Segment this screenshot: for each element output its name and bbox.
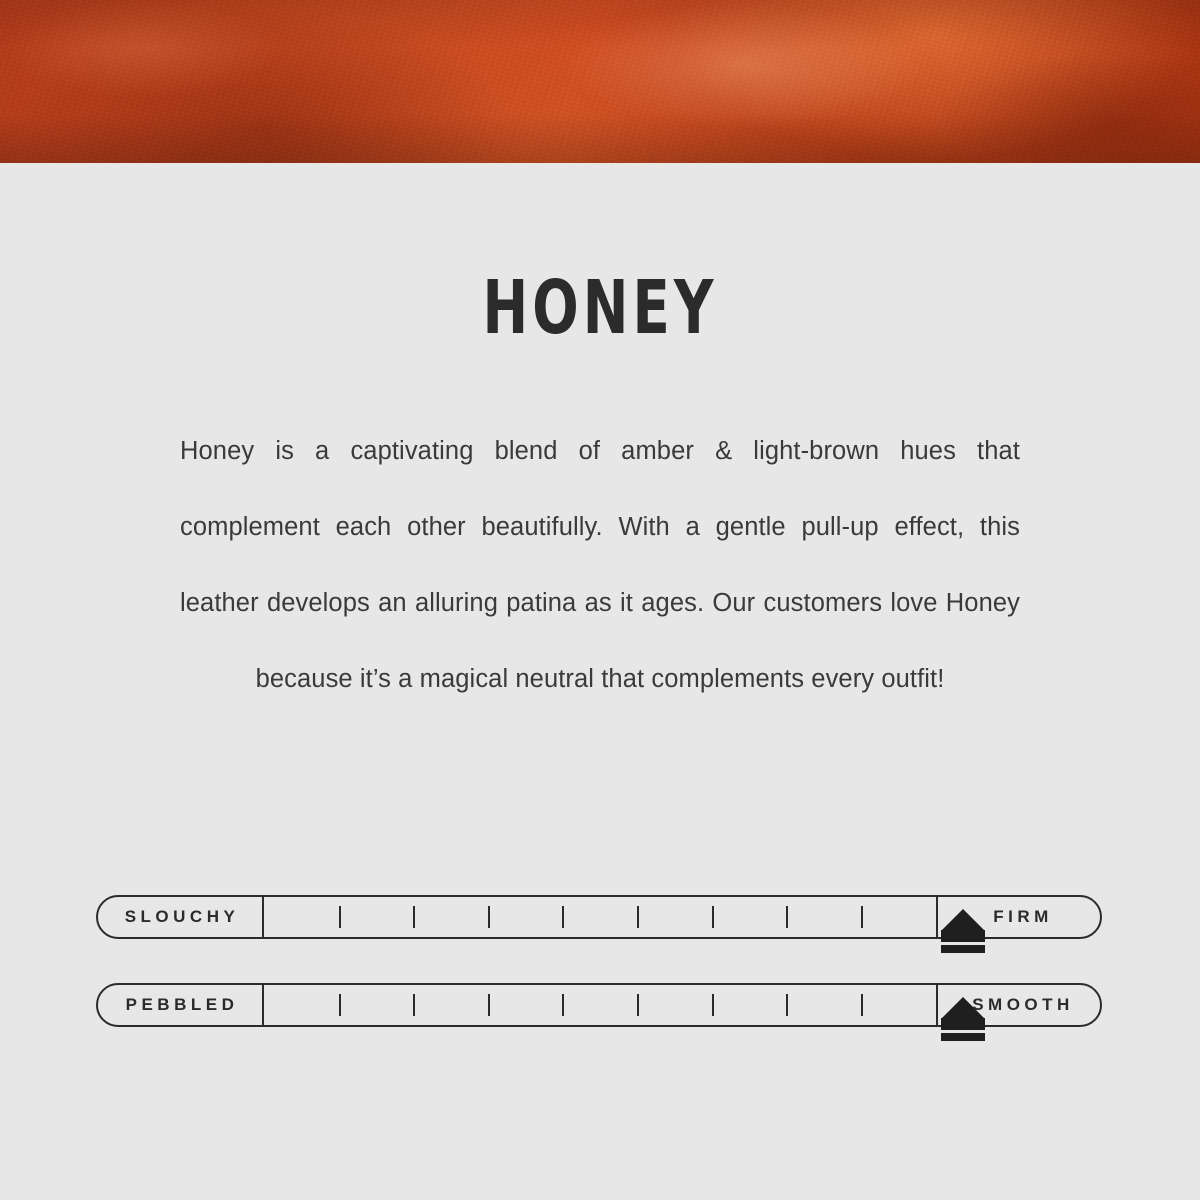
slider-thumb-arrow-icon — [941, 909, 985, 931]
slider-tick — [339, 906, 341, 928]
slider-tick — [786, 906, 788, 928]
slider-tick — [562, 994, 564, 1016]
slider-tick — [562, 906, 564, 928]
leather-edge-shading — [0, 0, 1200, 163]
slider-ticks — [264, 983, 936, 1027]
slider-tick — [488, 994, 490, 1016]
slider-thumb[interactable] — [941, 997, 985, 1043]
slider-tick — [861, 906, 863, 928]
slider-structure[interactable] — [96, 895, 1104, 941]
slider-left-label: SLOUCHY — [96, 895, 264, 939]
slider-tick — [488, 906, 490, 928]
attribute-sliders — [0, 895, 1200, 1071]
slider-tick — [712, 994, 714, 1016]
description-text: Honey is a captivating blend of amber & light-brown hues that complement each other beautifully. With a gentle pull-up effect, this leather develops an alluring patina as it ages. Our customers love Honey because it’s a magical neutral that complements every outfit! — [180, 437, 1020, 693]
slider-tick — [861, 994, 863, 1016]
slider-right-label: FIRM — [936, 895, 1104, 939]
slider-texture[interactable] — [96, 983, 1104, 1029]
slider-thumb-base — [941, 945, 985, 953]
slider-left-label: PEBBLED — [96, 983, 264, 1027]
slider-tick — [786, 994, 788, 1016]
slider-tick — [339, 994, 341, 1016]
slider-thumb-arrow-icon — [941, 997, 985, 1019]
slider-thumb-body — [941, 1018, 985, 1030]
slider-thumb[interactable] — [941, 909, 985, 955]
slider-tick — [637, 906, 639, 928]
slider-right-label: SMOOTH — [936, 983, 1104, 1027]
page-title: HONEY — [482, 265, 718, 351]
slider-thumb-body — [941, 930, 985, 942]
slider-tick — [413, 994, 415, 1016]
leather-swatch-image — [0, 0, 1200, 163]
slider-tick — [712, 906, 714, 928]
slider-tick — [413, 906, 415, 928]
slider-thumb-base — [941, 1033, 985, 1041]
slider-tick — [637, 994, 639, 1016]
slider-ticks — [264, 895, 936, 939]
